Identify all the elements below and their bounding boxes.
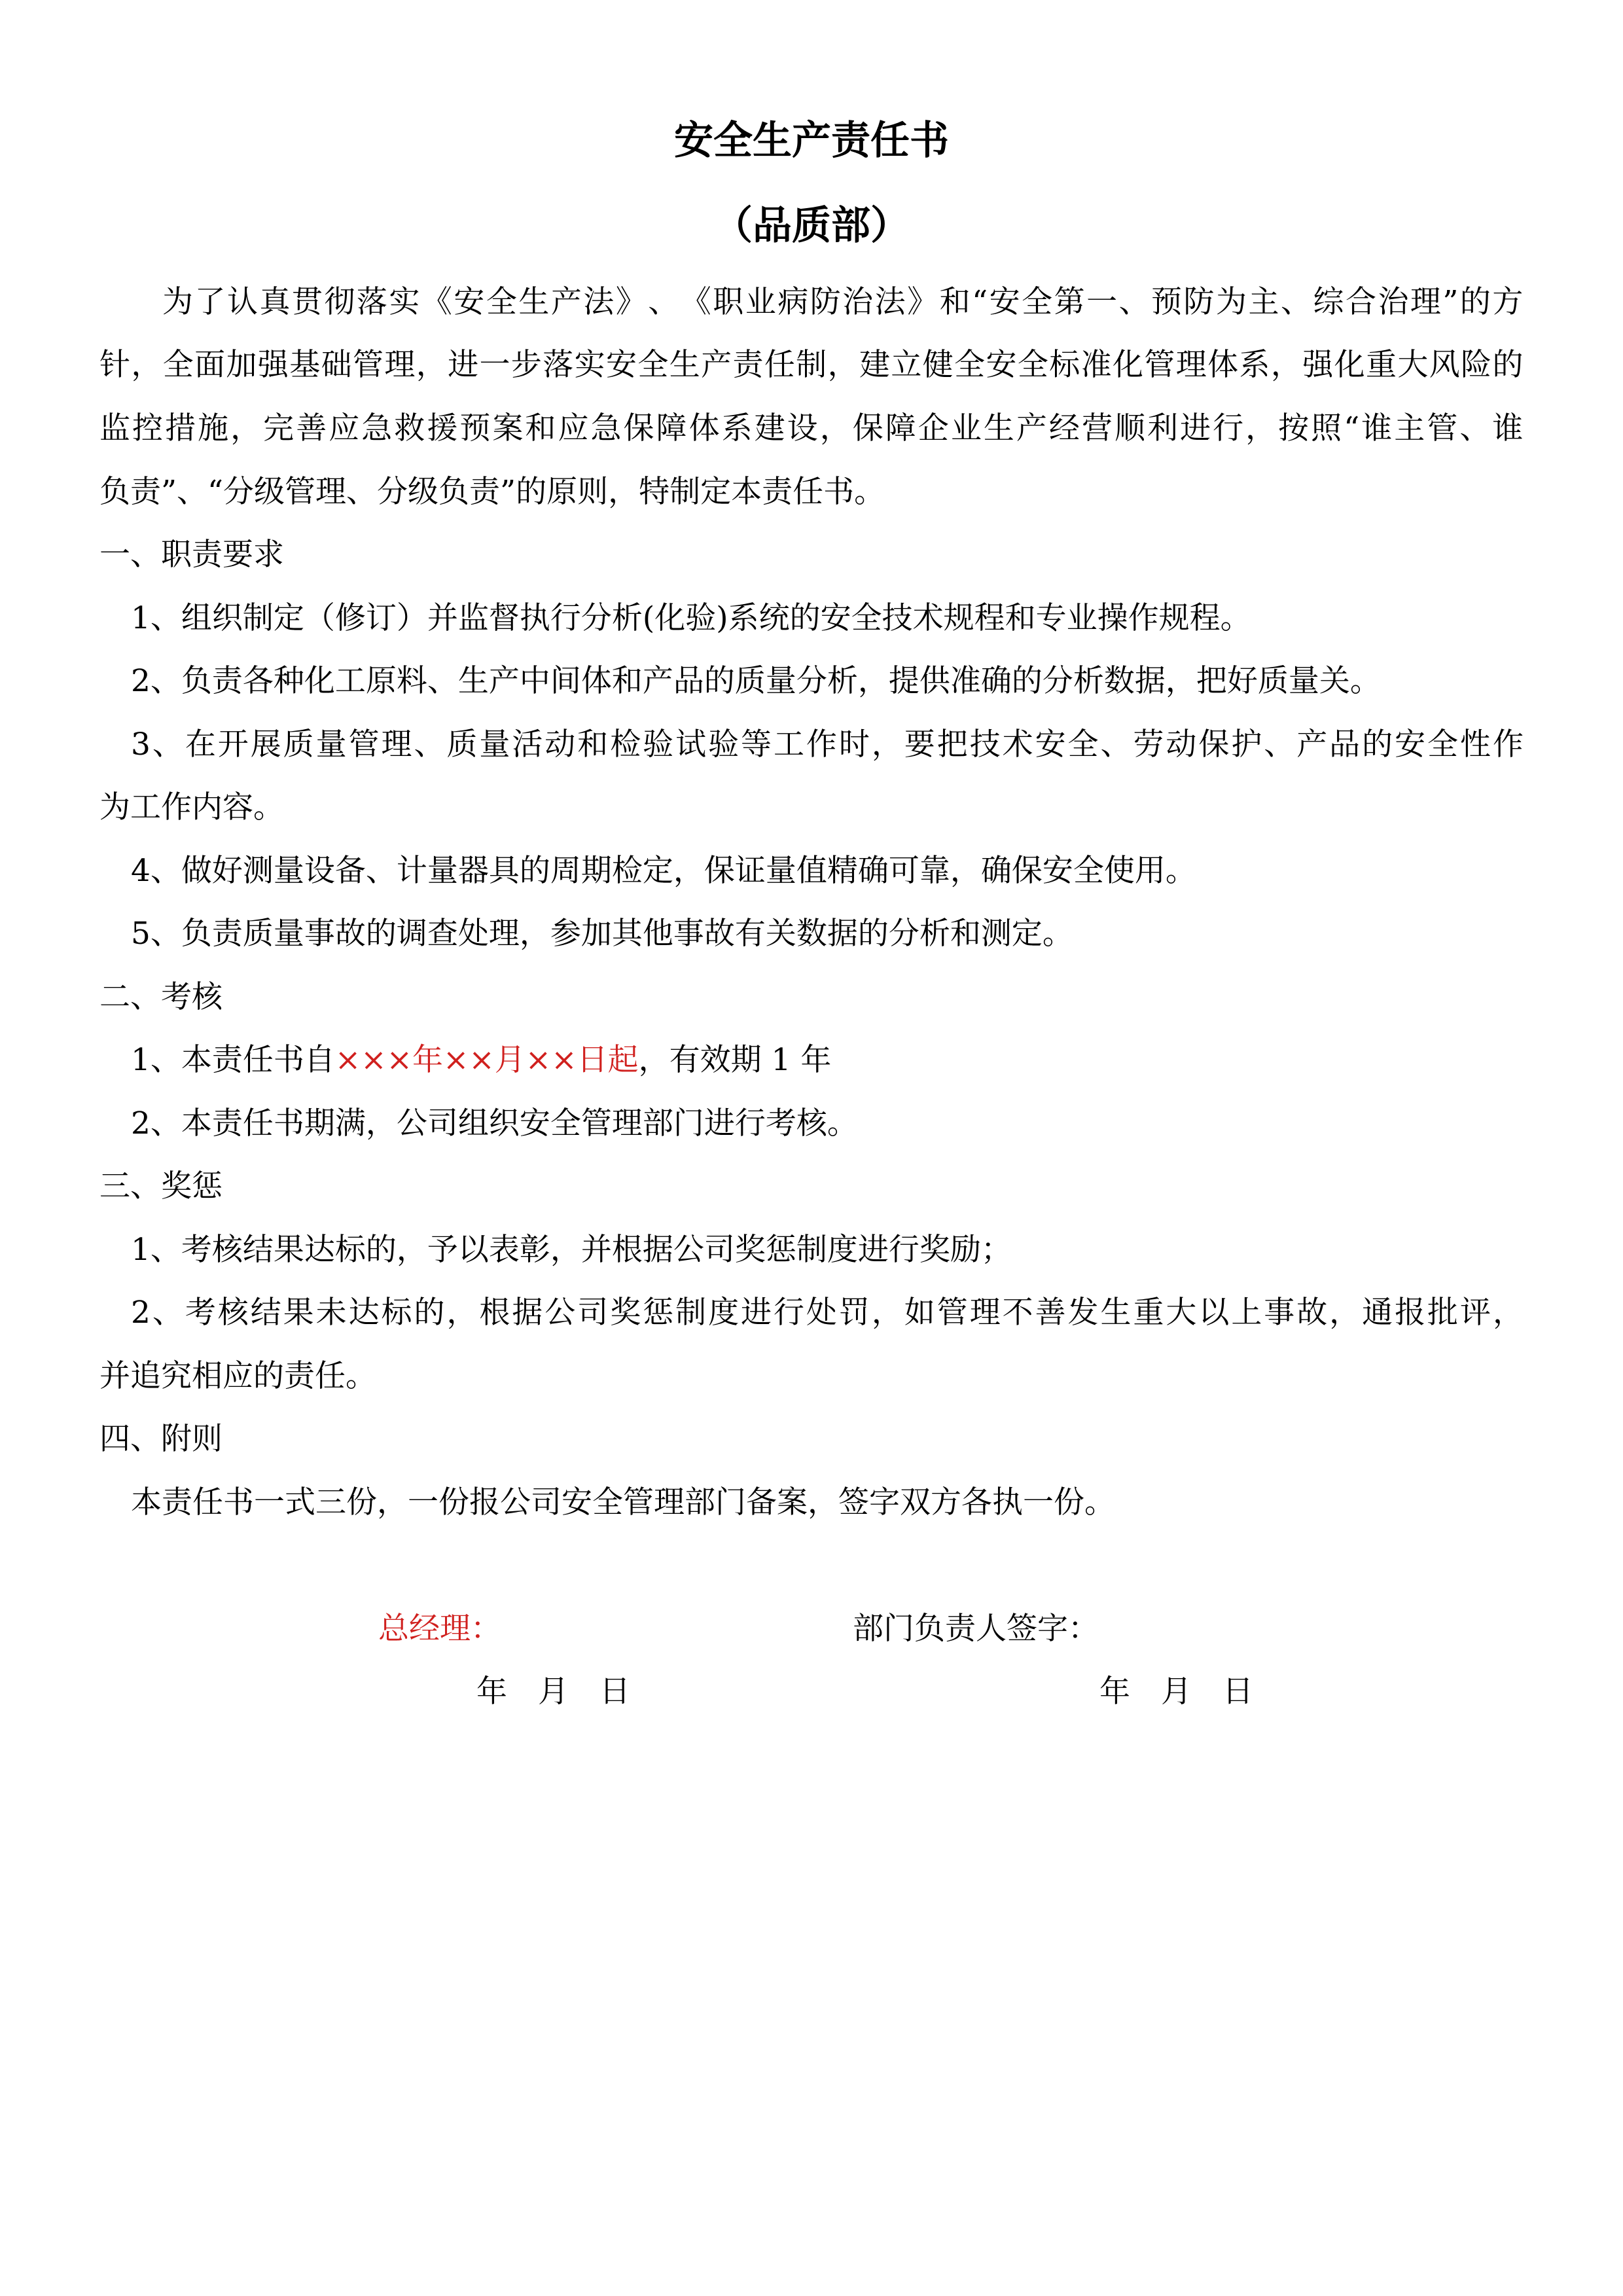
justified-char: 工	[773, 726, 804, 762]
justified-char: 按	[1278, 410, 1310, 446]
justified-char: 、	[152, 1295, 183, 1331]
justified-char: 罚	[838, 1295, 870, 1331]
justified-char: 防	[810, 284, 841, 320]
justified-char: 理	[969, 1295, 1001, 1331]
justified-char: 达	[348, 1295, 380, 1331]
justified-char: ，	[416, 347, 447, 383]
justified-char: 》	[615, 284, 647, 320]
justified-char: 和	[939, 284, 971, 320]
justified-char: 案	[492, 410, 524, 446]
justified-char: ，	[1270, 347, 1302, 383]
justified-char: 以	[1198, 1295, 1230, 1331]
justified-char: 报	[1395, 1295, 1426, 1331]
justified-char: 评	[1459, 1295, 1491, 1331]
justified-char: 、	[1459, 410, 1491, 446]
justified-char: 善	[1035, 1295, 1066, 1331]
justified-char: 合	[1345, 284, 1376, 320]
justified-char: 全	[1067, 726, 1099, 762]
justified-char: 落	[356, 284, 387, 320]
justified-char: 理	[1410, 284, 1441, 320]
justified-char: 任	[764, 347, 795, 383]
justified-char: 量	[315, 726, 347, 762]
section2-heading: 二、考核	[99, 979, 223, 1015]
justified-char: ，	[131, 347, 162, 383]
justified-char: 第	[1054, 284, 1085, 320]
justified-char: 障	[656, 410, 687, 446]
justified-char: 落	[543, 347, 574, 383]
justified-char: 事	[1264, 1295, 1295, 1331]
justified-char: ，	[446, 1295, 478, 1331]
justified-char: 体	[1207, 347, 1239, 383]
justified-char: 利	[1147, 410, 1178, 446]
justified-char: “	[972, 284, 988, 320]
justified-char: 措	[165, 410, 196, 446]
justified-char: 把	[936, 726, 968, 762]
section1-item5: 5、负责质量事故的调查处理，参加其他事故有关数据的分析和测定。	[131, 916, 1073, 952]
justified-char: 完	[263, 410, 294, 446]
justified-char: 法	[874, 284, 906, 320]
justified-char: 谁	[1361, 410, 1393, 446]
justified-char: 管	[1427, 410, 1458, 446]
justified-char: 进	[1180, 410, 1211, 446]
section2-item1-date: ×××年××月××日起	[334, 1042, 639, 1078]
dept-signature-label: 部门负责人签字：	[853, 1611, 1099, 1647]
justified-char: 、	[152, 726, 183, 762]
justified-char: 3	[131, 726, 151, 762]
justified-char: 全	[954, 347, 986, 383]
justified-char: 强	[257, 347, 289, 383]
intro-line-2	[99, 346, 1524, 385]
justified-char: 检	[610, 726, 641, 762]
justified-char: 管	[1144, 347, 1175, 383]
intro-line-3	[99, 409, 1524, 448]
justified-char: 应	[558, 410, 589, 446]
justified-char: 、	[648, 284, 679, 320]
section2-item2: 2、本责任书期满，公司组织安全管理部门进行考核。	[131, 1105, 858, 1141]
justified-char: 认	[226, 284, 258, 320]
justified-char: 为	[1216, 284, 1247, 320]
justified-char: 理	[381, 726, 412, 762]
justified-char: 健	[922, 347, 954, 383]
justified-char: 质	[446, 726, 478, 762]
justified-char: 护	[1231, 726, 1262, 762]
justified-char: 发	[1067, 1295, 1099, 1331]
justified-char: 援	[427, 410, 458, 446]
justified-char: 安	[606, 347, 637, 383]
justified-char: 方	[1492, 284, 1524, 320]
justified-char: 全	[162, 347, 194, 383]
justified-char: 管	[353, 347, 383, 383]
justified-char: 立	[891, 347, 922, 383]
justified-char: 全	[486, 284, 517, 320]
justified-char: 实	[389, 284, 420, 320]
justified-char: ，	[827, 347, 859, 383]
justified-char: ，	[1492, 1295, 1524, 1331]
justified-char: 安	[1035, 726, 1066, 762]
justified-char: 《	[680, 284, 711, 320]
justified-char: 生	[983, 410, 1014, 446]
justified-char: 加	[226, 347, 257, 383]
justified-char: 实	[574, 347, 605, 383]
justified-char: 照	[1311, 410, 1342, 446]
justified-char: 职	[713, 284, 744, 320]
justified-char: ，	[819, 410, 851, 446]
justified-char: 不	[1002, 1295, 1033, 1331]
justified-char: 展	[250, 726, 281, 762]
justified-char: 的	[1492, 347, 1524, 383]
justified-char: 》	[907, 284, 938, 320]
justified-char: 奖	[610, 1295, 641, 1331]
justified-char: 产	[1016, 410, 1047, 446]
justified-char: 安	[986, 347, 1017, 383]
justified-char: 大	[1166, 1295, 1197, 1331]
section1-item3-line1	[131, 725, 1524, 764]
justified-char: 系	[1239, 347, 1270, 383]
justified-char: 上	[1231, 1295, 1262, 1331]
justified-char: 、	[1264, 726, 1295, 762]
justified-char: 制	[675, 1295, 707, 1331]
justified-char: 性	[1459, 726, 1491, 762]
gm-signature-label: 总经理：	[378, 1611, 501, 1647]
section4-text: 本责任书一式三份，一份报公司安全管理部门备案，签字双方各执一份。	[131, 1484, 1115, 1520]
section1-item1: 1、组织制定（修订）并监督执行分析(化验)系统的安全技术规程和专业操作规程。	[131, 600, 1251, 636]
justified-char: 针	[99, 347, 130, 383]
justified-char: 管	[936, 1295, 968, 1331]
section3-item2-line2: 并追究相应的责任。	[99, 1358, 376, 1394]
justified-char: 应	[329, 410, 360, 446]
section3-item1: 1、考核结果达标的，予以表彰，并根据公司奖惩制度进行奖励；	[131, 1232, 1012, 1268]
section3-item2-line1	[131, 1293, 1524, 1333]
justified-char: 营	[1081, 410, 1113, 446]
dept-signature-date: 年 月 日	[1099, 1674, 1253, 1710]
justified-char: 全	[637, 347, 669, 383]
justified-char: 安	[989, 284, 1020, 320]
section1-heading: 一、职责要求	[99, 537, 284, 573]
justified-char: 化	[1334, 347, 1365, 383]
justified-char: 时	[838, 726, 870, 762]
justified-char: 预	[1151, 284, 1183, 320]
justified-char: 面	[194, 347, 226, 383]
justified-char: 如	[904, 1295, 935, 1331]
justified-char: 开	[217, 726, 249, 762]
justified-char: 彻	[324, 284, 355, 320]
justified-char: 技	[969, 726, 1001, 762]
justified-char: 考	[185, 1295, 216, 1331]
justified-char: 据	[512, 1295, 543, 1331]
justified-char: 治	[842, 284, 874, 320]
justified-char: 为	[162, 284, 193, 320]
gm-signature-date: 年 月 日	[476, 1674, 630, 1710]
intro-line-1	[162, 283, 1524, 322]
justified-char: 了	[194, 284, 226, 320]
justified-char: 产	[550, 284, 582, 320]
justified-char: 验	[643, 726, 674, 762]
justified-char: 标	[1049, 347, 1080, 383]
justified-char: 监	[99, 410, 130, 446]
justified-char: 行	[1213, 410, 1244, 446]
justified-char: 产	[701, 347, 732, 383]
section2-item1-prefix: 1、本责任书自	[131, 1042, 335, 1078]
justified-char: 全	[1022, 284, 1053, 320]
justified-char: 通	[1362, 1295, 1393, 1331]
justified-char: ，	[1329, 1295, 1361, 1331]
justified-char: 责	[732, 347, 764, 383]
justified-char: 进	[741, 1295, 772, 1331]
justified-char: 病	[777, 284, 809, 320]
justified-char: 故	[1296, 1295, 1328, 1331]
justified-char: 批	[1427, 1295, 1459, 1331]
justified-char: 控	[132, 410, 164, 446]
justified-char: 和	[525, 410, 556, 446]
justified-char: 劳	[1133, 726, 1164, 762]
justified-char: 一	[479, 347, 510, 383]
justified-char: 理	[384, 347, 416, 383]
justified-char: 治	[1378, 284, 1409, 320]
justified-char: 的	[1362, 726, 1393, 762]
justified-char: 进	[448, 347, 479, 383]
justified-char: 经	[1048, 410, 1080, 446]
justified-char: 等	[741, 726, 772, 762]
justified-char: 质	[283, 726, 314, 762]
section2-item1-suffix: ，有效期 1 年	[638, 1042, 832, 1078]
justified-char: 善	[296, 410, 327, 446]
justified-char: 标	[381, 1295, 412, 1331]
justified-char: 量	[479, 726, 510, 762]
justified-char: 安	[1395, 726, 1426, 762]
justified-char: 化	[1113, 347, 1143, 383]
justified-char: 公	[544, 1295, 576, 1331]
justified-char: 础	[321, 347, 352, 383]
justified-char: 重	[1133, 1295, 1164, 1331]
section3-heading: 三、奖惩	[99, 1168, 223, 1204]
justified-char: ”	[1442, 284, 1459, 320]
justified-char: 一	[1086, 284, 1118, 320]
justified-char: 试	[675, 726, 707, 762]
justified-char: 在	[185, 726, 216, 762]
justified-char: 安	[454, 284, 485, 320]
justified-char: 结	[250, 1295, 281, 1331]
justified-char: ，	[1245, 410, 1277, 446]
justified-char: 业	[950, 410, 982, 446]
justified-char: 作	[1492, 726, 1524, 762]
justified-char: 大	[1397, 347, 1429, 383]
justified-char: 产	[1296, 726, 1328, 762]
justified-char: 核	[217, 1295, 249, 1331]
intro-line-4: 负责”、“分级管理、分级负责”的原则，特制定本责任书。	[99, 474, 885, 510]
justified-char: 企	[918, 410, 949, 446]
justified-char: 综	[1313, 284, 1344, 320]
justified-char: 建	[754, 410, 785, 446]
section2-item1	[131, 1041, 831, 1080]
justified-char: 保	[1198, 726, 1230, 762]
section1-item2: 2、负责各种化工原料、生产中间体和产品的质量分析，提供准确的分析数据，把好质量关。	[131, 663, 1381, 699]
justified-char: 作	[806, 726, 837, 762]
justified-char: 急	[590, 410, 622, 446]
section4-heading: 四、附则	[99, 1421, 223, 1457]
justified-char: 动	[544, 726, 576, 762]
section1-item4: 4、做好测量设备、计量器具的周期检定，保证量值精确可靠，确保安全使用。	[131, 853, 1196, 889]
justified-char: 术	[1002, 726, 1033, 762]
justified-char: 重	[1366, 347, 1397, 383]
justified-char: 保	[623, 410, 654, 446]
justified-char: 业	[745, 284, 776, 320]
justified-char: 体	[688, 410, 720, 446]
justified-char: 、	[1100, 726, 1132, 762]
justified-char: “	[1344, 410, 1360, 446]
justified-char: ，	[871, 1295, 902, 1331]
justified-char: 度	[708, 1295, 740, 1331]
justified-char: 障	[885, 410, 916, 446]
justified-char: 行	[773, 1295, 804, 1331]
justified-char: 动	[1166, 726, 1197, 762]
justified-char: 处	[806, 1295, 837, 1331]
justified-char: 主	[1394, 410, 1425, 446]
justified-char: 建	[859, 347, 890, 383]
justified-char: 生	[518, 284, 550, 320]
justified-char: 贯	[291, 284, 323, 320]
justified-char: 2	[131, 1295, 151, 1331]
justified-char: 生	[669, 347, 700, 383]
justified-char: 谁	[1492, 410, 1524, 446]
justified-char: 法	[583, 284, 615, 320]
justified-char: 生	[1100, 1295, 1132, 1331]
justified-char: 全	[1427, 726, 1459, 762]
justified-char: 急	[361, 410, 393, 446]
justified-char: 的	[414, 1295, 445, 1331]
justified-char: 司	[577, 1295, 609, 1331]
justified-char: 和	[577, 726, 609, 762]
justified-char: 、	[1280, 284, 1311, 320]
justified-char: 险	[1461, 347, 1492, 383]
section1-item3-line2: 为工作内容。	[99, 789, 284, 825]
justified-char: 理	[1175, 347, 1207, 383]
justified-char: 惩	[643, 1295, 674, 1331]
justified-char: ，	[230, 410, 262, 446]
justified-char: 、	[1118, 284, 1150, 320]
justified-char: 救	[394, 410, 425, 446]
justified-char: ，	[871, 726, 902, 762]
justified-char: 根	[479, 1295, 510, 1331]
justified-char: 保	[852, 410, 883, 446]
justified-char: 《	[421, 284, 452, 320]
justified-char: 预	[459, 410, 491, 446]
document-title: 安全生产责任书	[674, 118, 949, 164]
justified-char: 真	[259, 284, 291, 320]
justified-char: 顺	[1114, 410, 1145, 446]
justified-char: 强	[1302, 347, 1334, 383]
justified-char: 全	[1017, 347, 1048, 383]
document-subtitle: （品质部）	[713, 203, 910, 249]
justified-char: 管	[348, 726, 380, 762]
justified-char: 步	[510, 347, 542, 383]
justified-char: 要	[904, 726, 935, 762]
justified-char: 风	[1429, 347, 1460, 383]
justified-char: 主	[1248, 284, 1279, 320]
justified-char: 、	[414, 726, 445, 762]
justified-char: 准	[1080, 347, 1112, 383]
justified-char: 的	[1459, 284, 1491, 320]
justified-char: 果	[283, 1295, 314, 1331]
justified-char: 验	[708, 726, 740, 762]
justified-char: 制	[796, 347, 827, 383]
justified-char: 施	[198, 410, 229, 446]
justified-char: 防	[1183, 284, 1215, 320]
justified-char: 系	[721, 410, 753, 446]
justified-char: 基	[289, 347, 321, 383]
justified-char: 品	[1329, 726, 1361, 762]
justified-char: 未	[315, 1295, 347, 1331]
justified-char: 设	[787, 410, 818, 446]
justified-char: 活	[512, 726, 543, 762]
